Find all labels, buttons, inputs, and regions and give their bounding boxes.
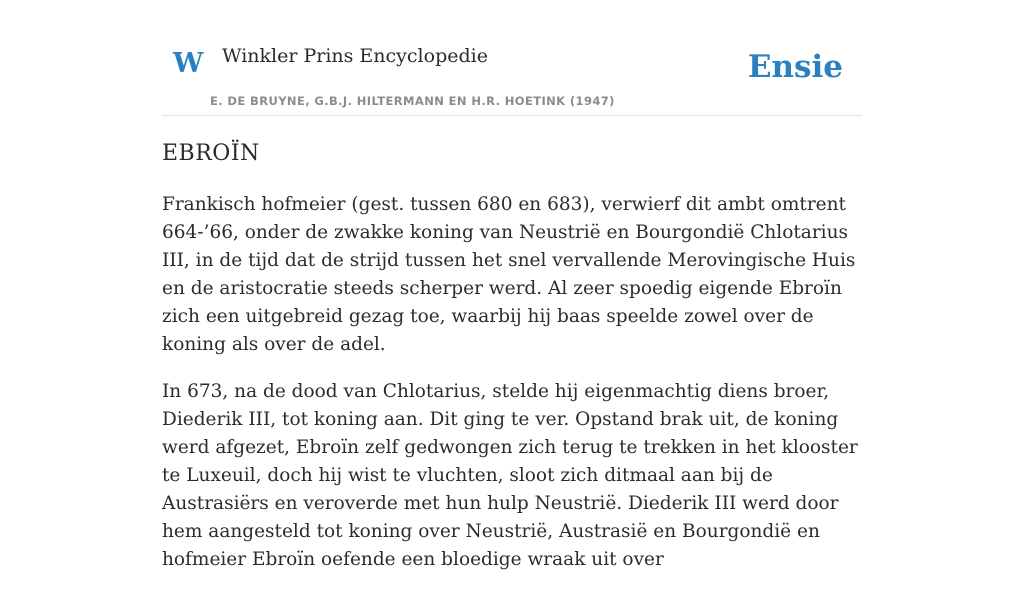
source-authors: E. DE BRUYNE, G.B.J. HILTERMANN EN H.R. HOETINK (1947)	[210, 94, 615, 108]
article-paragraph: Frankisch hofmeier (gest. tussen 680 en 683), verwierf dit ambt omtrent 664-’66, onder de zwakke koning van Neustrië en Bourgondië Chlotarius III, in de tijd dat de strijd tussen het snel vervallende Merovingische Huis en de aristocratie steeds scherper werd. Al zeer spoedig eigende Ebroïn zich een uitgebreid gezag toe, waarbij hij baas speelde zowel over de koning als over de adel.	[162, 193, 856, 355]
article	[162, 140, 862, 593]
ensie-logo[interactable]: Ensie	[747, 49, 843, 85]
source-logo-icon[interactable]: W	[173, 48, 204, 79]
entry-title: EBROÏN	[162, 141, 260, 166]
article-paragraph: In 673, na de dood van Chlotarius, stelde hij eigenmachtig diens broer, Diederik III, tot koning aan. Dit ging te ver. Opstand brak uit, de koning werd afgezet, Ebroïn zelf gedwongen zich terug te trekken in het klooster te Luxeuil, doch hij wist te vluchten, sloot zich ditmaal aan bij de Austrasiërs en veroverde met hun hulp Neustrië. Diederik III werd door hem aangesteld tot koning over Neustrië, Austrasië en Bourgondië en hofmeier Ebroïn oefende een bloedige wraak uit over	[162, 380, 858, 570]
source-title[interactable]: Winkler Prins Encyclopedie	[222, 45, 488, 67]
header	[162, 0, 862, 116]
